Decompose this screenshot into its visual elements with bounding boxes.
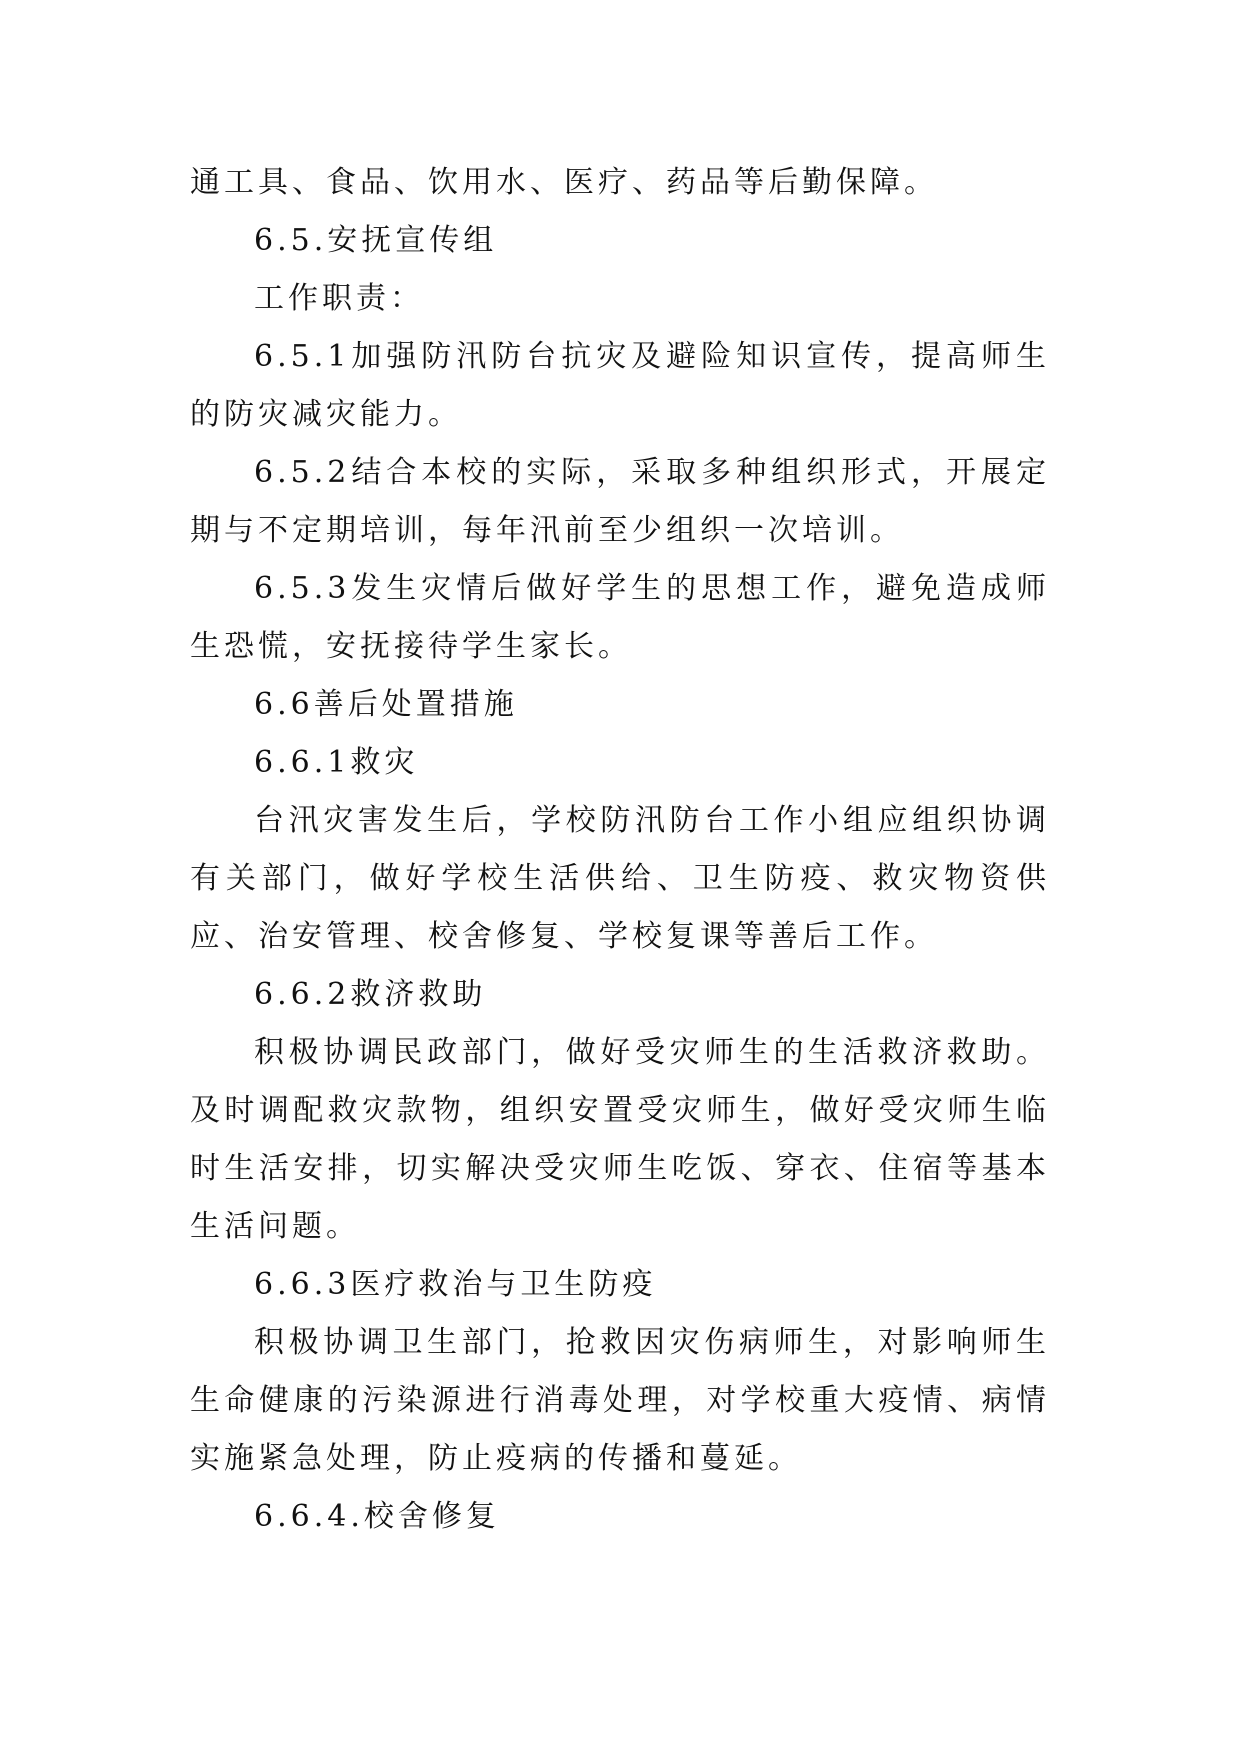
- subsection-heading: 6.6.2救济救助: [254, 977, 487, 1012]
- paragraph: 6.5.1加强防汛防台抗灾及避险知识宣传，提高师生的防灾减灾能力。: [190, 339, 1050, 432]
- paragraph: 通工具、食品、饮用水、医疗、药品等后勤保障。: [190, 165, 938, 200]
- paragraph: 积极协调民政部门，做好受灾师生的生活救济救助。及时调配救灾款物，组织安置受灾师生，做好受灾师生临时生活安排，切实解决受灾师生吃饭、穿衣、住宿等基本生活问题。: [190, 1035, 1050, 1244]
- subsection-heading: 6.6.4.校舍修复: [254, 1499, 500, 1534]
- subheading: 工作职责：: [254, 281, 424, 316]
- section-heading: 6.6善后处置措施: [254, 687, 518, 722]
- paragraph: 台汛灾害发生后，学校防汛防台工作小组应组织协调有关部门，做好学校生活供给、卫生防疫、救灾物资供应、治安管理、校舍修复、学校复课等善后工作。: [190, 803, 1050, 954]
- subsection-heading: 6.6.1救灾: [254, 745, 419, 780]
- paragraph: 积极协调卫生部门，抢救因灾伤病师生，对影响师生生命健康的污染源进行消毒处理，对学校重大疫情、病情实施紧急处理，防止疫病的传播和蔓延。: [190, 1325, 1050, 1476]
- paragraph: 6.5.2结合本校的实际，采取多种组织形式，开展定期与不定期培训，每年汛前至少组织一次培训。: [190, 455, 1050, 548]
- section-heading: 6.5.安抚宣传组: [254, 223, 498, 258]
- document-body: [190, 154, 1050, 1546]
- paragraph: 6.5.3发生灾情后做好学生的思想工作，避免造成师生恐慌，安抚接待学生家长。: [190, 571, 1050, 664]
- subsection-heading: 6.6.3医疗救治与卫生防疫: [254, 1267, 657, 1302]
